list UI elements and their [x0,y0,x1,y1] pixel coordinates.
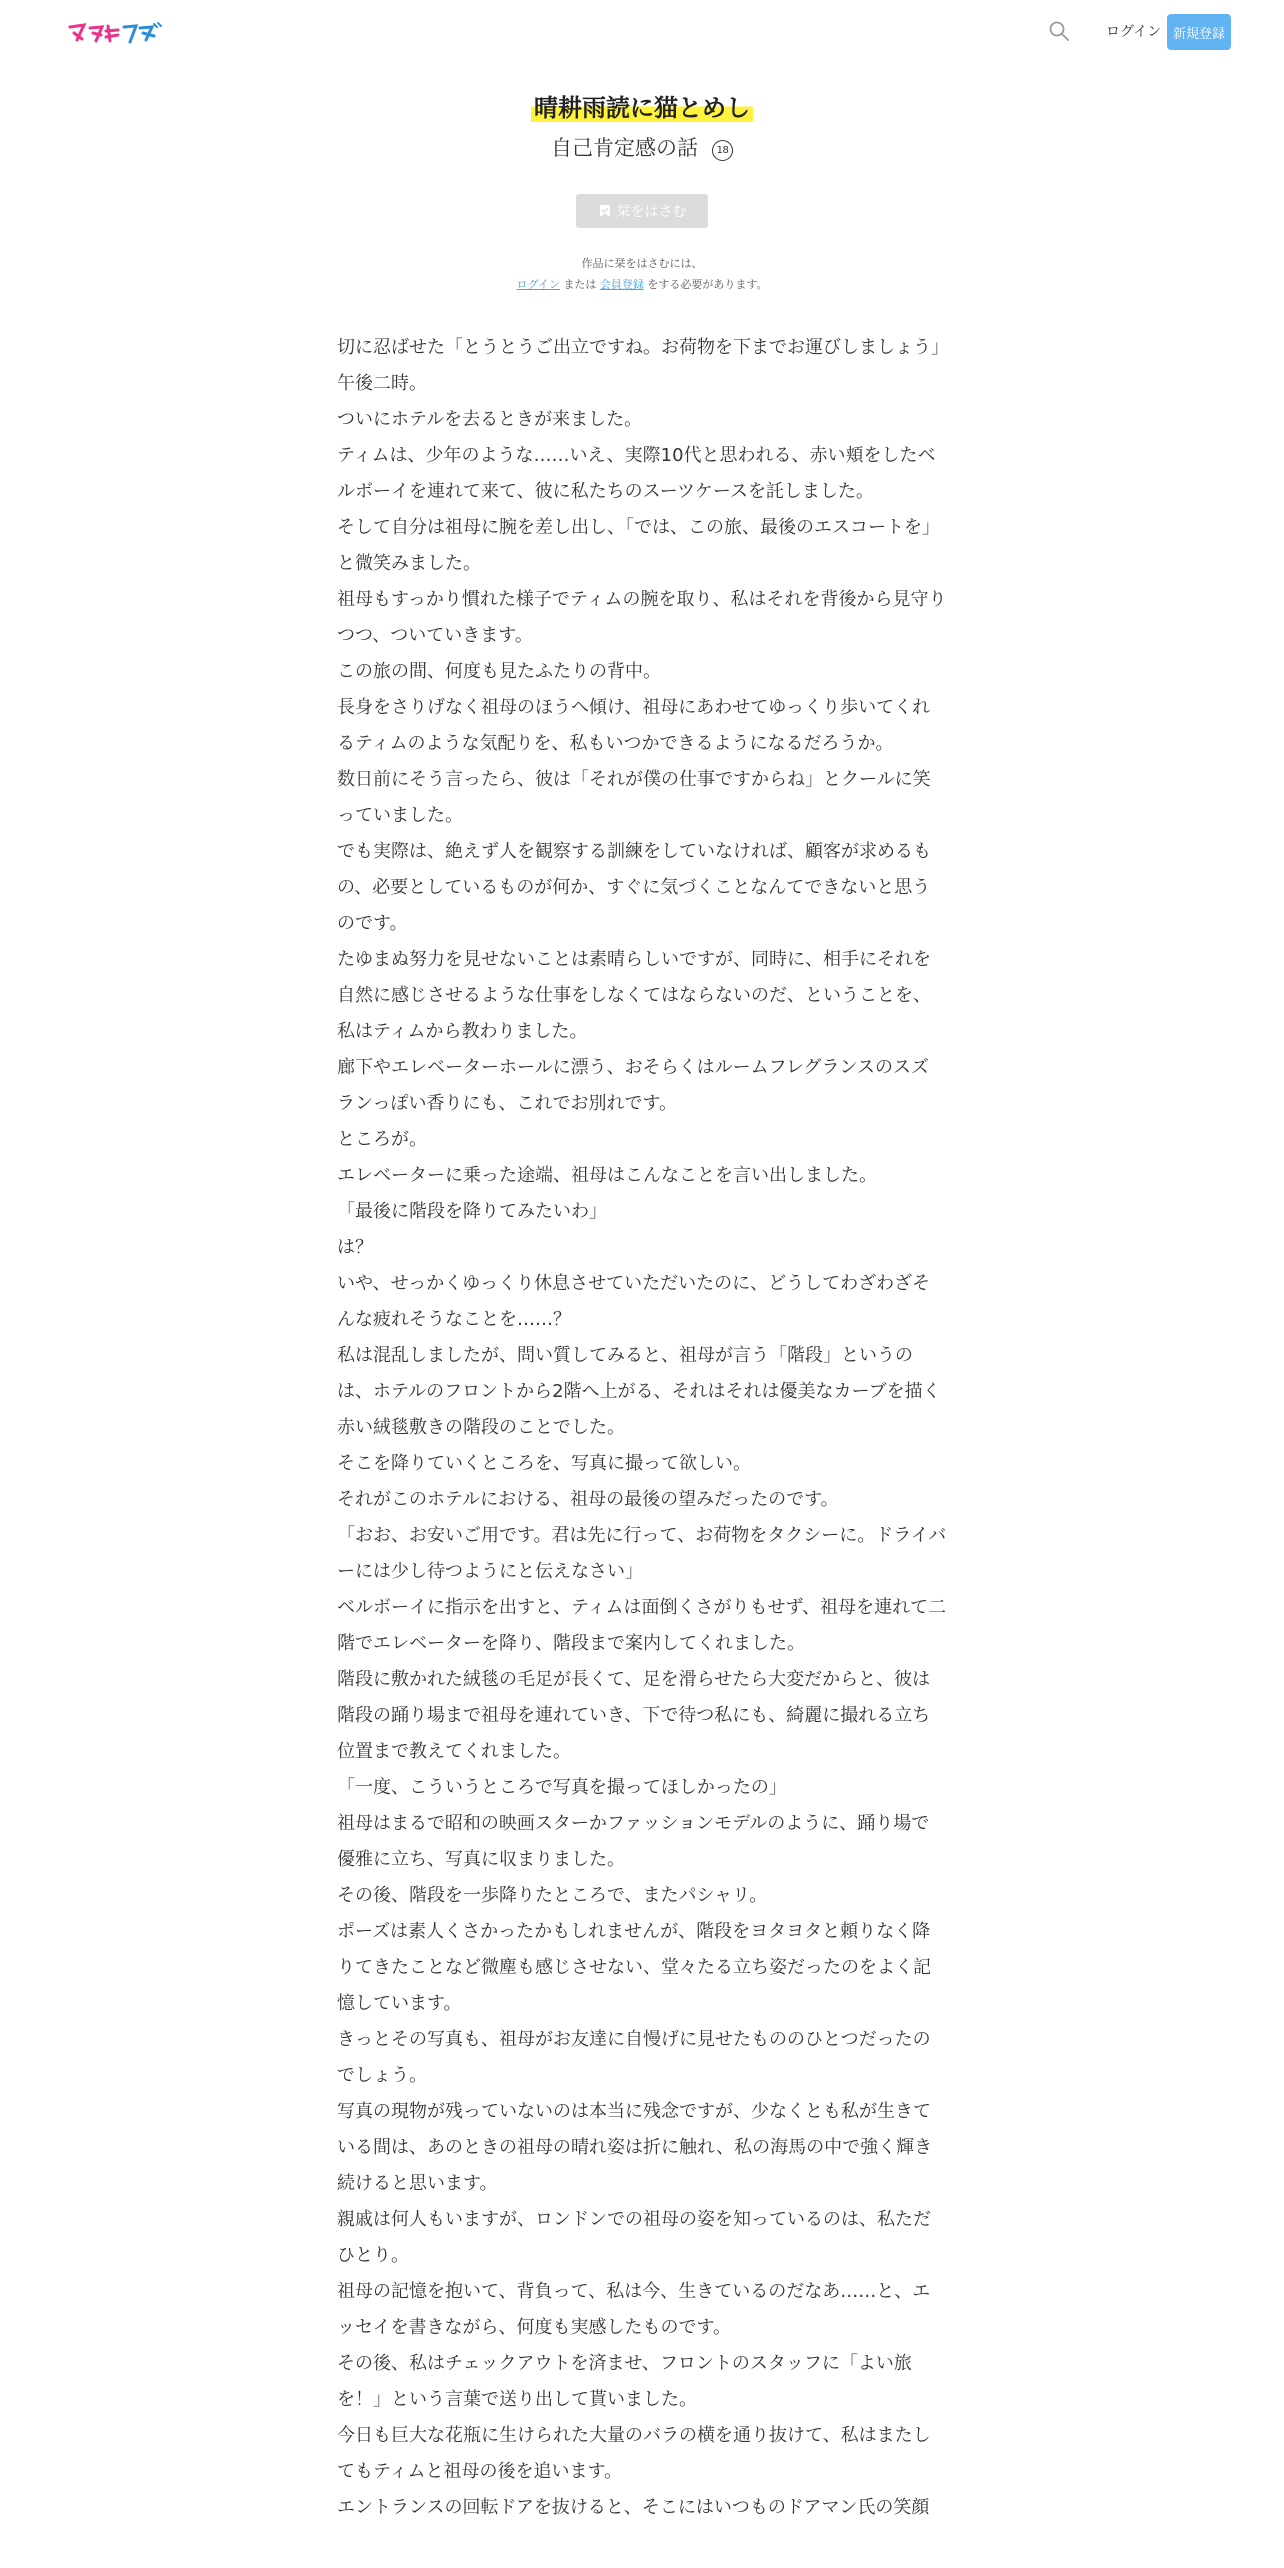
story-paragraph: その後、私はチェックアウトを済ませ、フロントのスタッフに「よい旅を！」という言葉で送り出して貰いました。 [337,2353,912,2410]
story-paragraph: 午後二時。 [337,373,427,394]
story-paragraph: 「最後に階段を降りてみたいわ」 [337,1201,607,1222]
story-paragraph: 長身をさりげなく祖母のほうへ傾け、祖母にあわせてゆっくり歩いてくれるティムのような気配りを、私もいつかできるようになるだろうか。 [337,697,931,754]
story-paragraph: ベルボーイに指示を出すと、ティムは面倒くさがりもせず、祖母を連れて二階でエレベーターを降り、階段まで案内してくれました。 [337,1597,947,1654]
sukeb-logo[interactable] [66,18,164,48]
story-paragraph: それがこのホテルにおける、祖母の最後の望みだったのです。 [337,1489,839,1510]
note-suffix: をする必要があります。 [647,278,768,291]
login-link[interactable]: ログイン [1106,24,1162,40]
story-paragraph: この旅の間、何度も見たふたりの背中。 [337,661,661,682]
story-paragraph: 親戚は何人もいますが、ロンドンでの祖母の姿を知っているのは、私ただひとり。 [337,2209,931,2266]
story-paragraph: 祖母の記憶を抱いて、背負って、私は今、生きているのだなあ……と、エッセイを書きながら、何度も実感したものです。 [337,2281,931,2338]
bookmark-icon [598,204,612,218]
story-paragraph: そして自分は祖母に腕を差し出し、「では、この旅、最後のエスコートを」と微笑みました。 [337,517,940,574]
r18-badge: 18 [712,140,733,161]
note-register-link[interactable]: 会員登録 [599,278,644,291]
note-or-text: または [563,278,597,291]
story-paragraph: 階段に敷かれた絨毯の毛足が長くて、足を滑らせたら大変だからと、彼は階段の踊り場まで祖母を連れていき、下で待つ私にも、綺麗に撮れる立ち位置まで教えてくれました。 [337,1669,931,1762]
episode-title [0,132,1284,162]
story-body [337,330,947,2526]
story-paragraph: は？ [337,1237,373,1258]
bookmark-note-line2 [0,274,1284,295]
story-paragraph: たゆまぬ努力を見せないことは素晴らしいですが、同時に、相手にそれを自然に感じさせるような仕事をしなくてはならないのだ、ということを、私はティムから教わりました。 [337,949,931,1042]
story-paragraph: 祖母もすっかり慣れた様子でティムの腕を取り、私はそれを背後から見守りつつ、ついていきます。 [337,589,947,646]
episode-title-text: 自己肯定感の話 [551,136,698,160]
story-paragraph: きっとその写真も、祖母がお友達に自慢げに見せたもののひとつだったのでしょう。 [337,2029,931,2086]
story-paragraph: エレベーターに乗った途端、祖母はこんなことを言い出しました。 [337,1165,877,1186]
logo-mark [66,18,164,48]
story-paragraph: 写真の現物が残っていないのは本当に残念ですが、少なくとも私が生きている間は、あのときの祖母の晴れ姿は折に触れ、私の海馬の中で強く輝き続けると思います。 [337,2101,933,2194]
work-title [0,88,1284,123]
bookmark-note-line1: 作品に栞をはさむには、 [581,257,703,270]
story-paragraph: でも実際は、絶えず人を観察する訓練をしていなければ、顧客が求めるもの、必要としているものが何か、すぐに気づくことなんてできないと思うのです。 [337,841,931,934]
search-icon[interactable] [1048,20,1070,42]
story-paragraph: ついにホテルを去るときが来ました。 [337,409,643,430]
bookmark-button-label: 栞をはさむ [616,204,687,220]
story-paragraph: 数日前にそう言ったら、彼は「それが僕の仕事ですからね」とクールに笑っていました。 [337,769,931,826]
signup-button[interactable]: 新規登録 [1167,14,1231,50]
story-paragraph: エントランスの回転ドアを抜けると、そこにはいつものドアマン氏の笑顔 [337,2497,930,2518]
site-header [0,0,1284,64]
story-paragraph: 廊下やエレベーターホールに漂う、おそらくはルームフレグランスのスズランっぽい香りにも、これでお別れです。 [337,1057,930,1114]
story-paragraph: 切に忍ばせた「とうとうご出立ですね。お荷物を下までお運びしましょう」 [337,337,949,358]
story-paragraph: 私は混乱しましたが、問い質してみると、祖母が言う「階段」というのは、ホテルのフロントから2階へ上がる、それはそれは優美なカーブを描く赤い絨毯敷きの階段のことでした。 [337,1345,941,1438]
story-paragraph: いや、せっかくゆっくり休息させていただいたのに、どうしてわざわざそんな疲れそうなことを……？ [337,1273,931,1330]
story-paragraph: ところが。 [337,1129,427,1150]
story-paragraph: 「一度、こういうところで写真を撮ってほしかったの」 [337,1777,787,1798]
note-login-link[interactable]: ログイン [516,278,560,291]
story-paragraph: そこを降りていくところを、写真に撮って欲しい。 [337,1453,751,1474]
story-paragraph: ティムは、少年のような……いえ、実際10代と思われる、赤い頬をしたベルボーイを連れて来て、彼に私たちのスーツケースを託しました。 [337,445,936,502]
story-paragraph: 今日も巨大な花瓶に生けられた大量のバラの横を通り抜けて、私はまたしてもティムと祖母の後を追います。 [337,2425,931,2482]
story-paragraph: ポーズは素人くさかったかもしれませんが、階段をヨタヨタと頼りなく降りてきたことなど微塵も感じさせない、堂々たる立ち姿だったのをよく記憶しています。 [337,1921,931,2014]
bookmark-button[interactable] [576,194,708,228]
story-paragraph: 「おお、お安いご用です。君は先に行って、お荷物をタクシーに。ドライバーには少し待つようにと伝えなさい」 [337,1525,947,1582]
story-paragraph: その後、階段を一歩降りたところで、またパシャリ。 [337,1885,768,1906]
bookmark-note [0,253,1284,295]
story-paragraph: 祖母はまるで昭和の映画スターかファッションモデルのように、踊り場で優雅に立ち、写真に収まりました。 [337,1813,930,1870]
work-title-text[interactable]: 晴耕雨読に猫とめし [531,94,753,122]
